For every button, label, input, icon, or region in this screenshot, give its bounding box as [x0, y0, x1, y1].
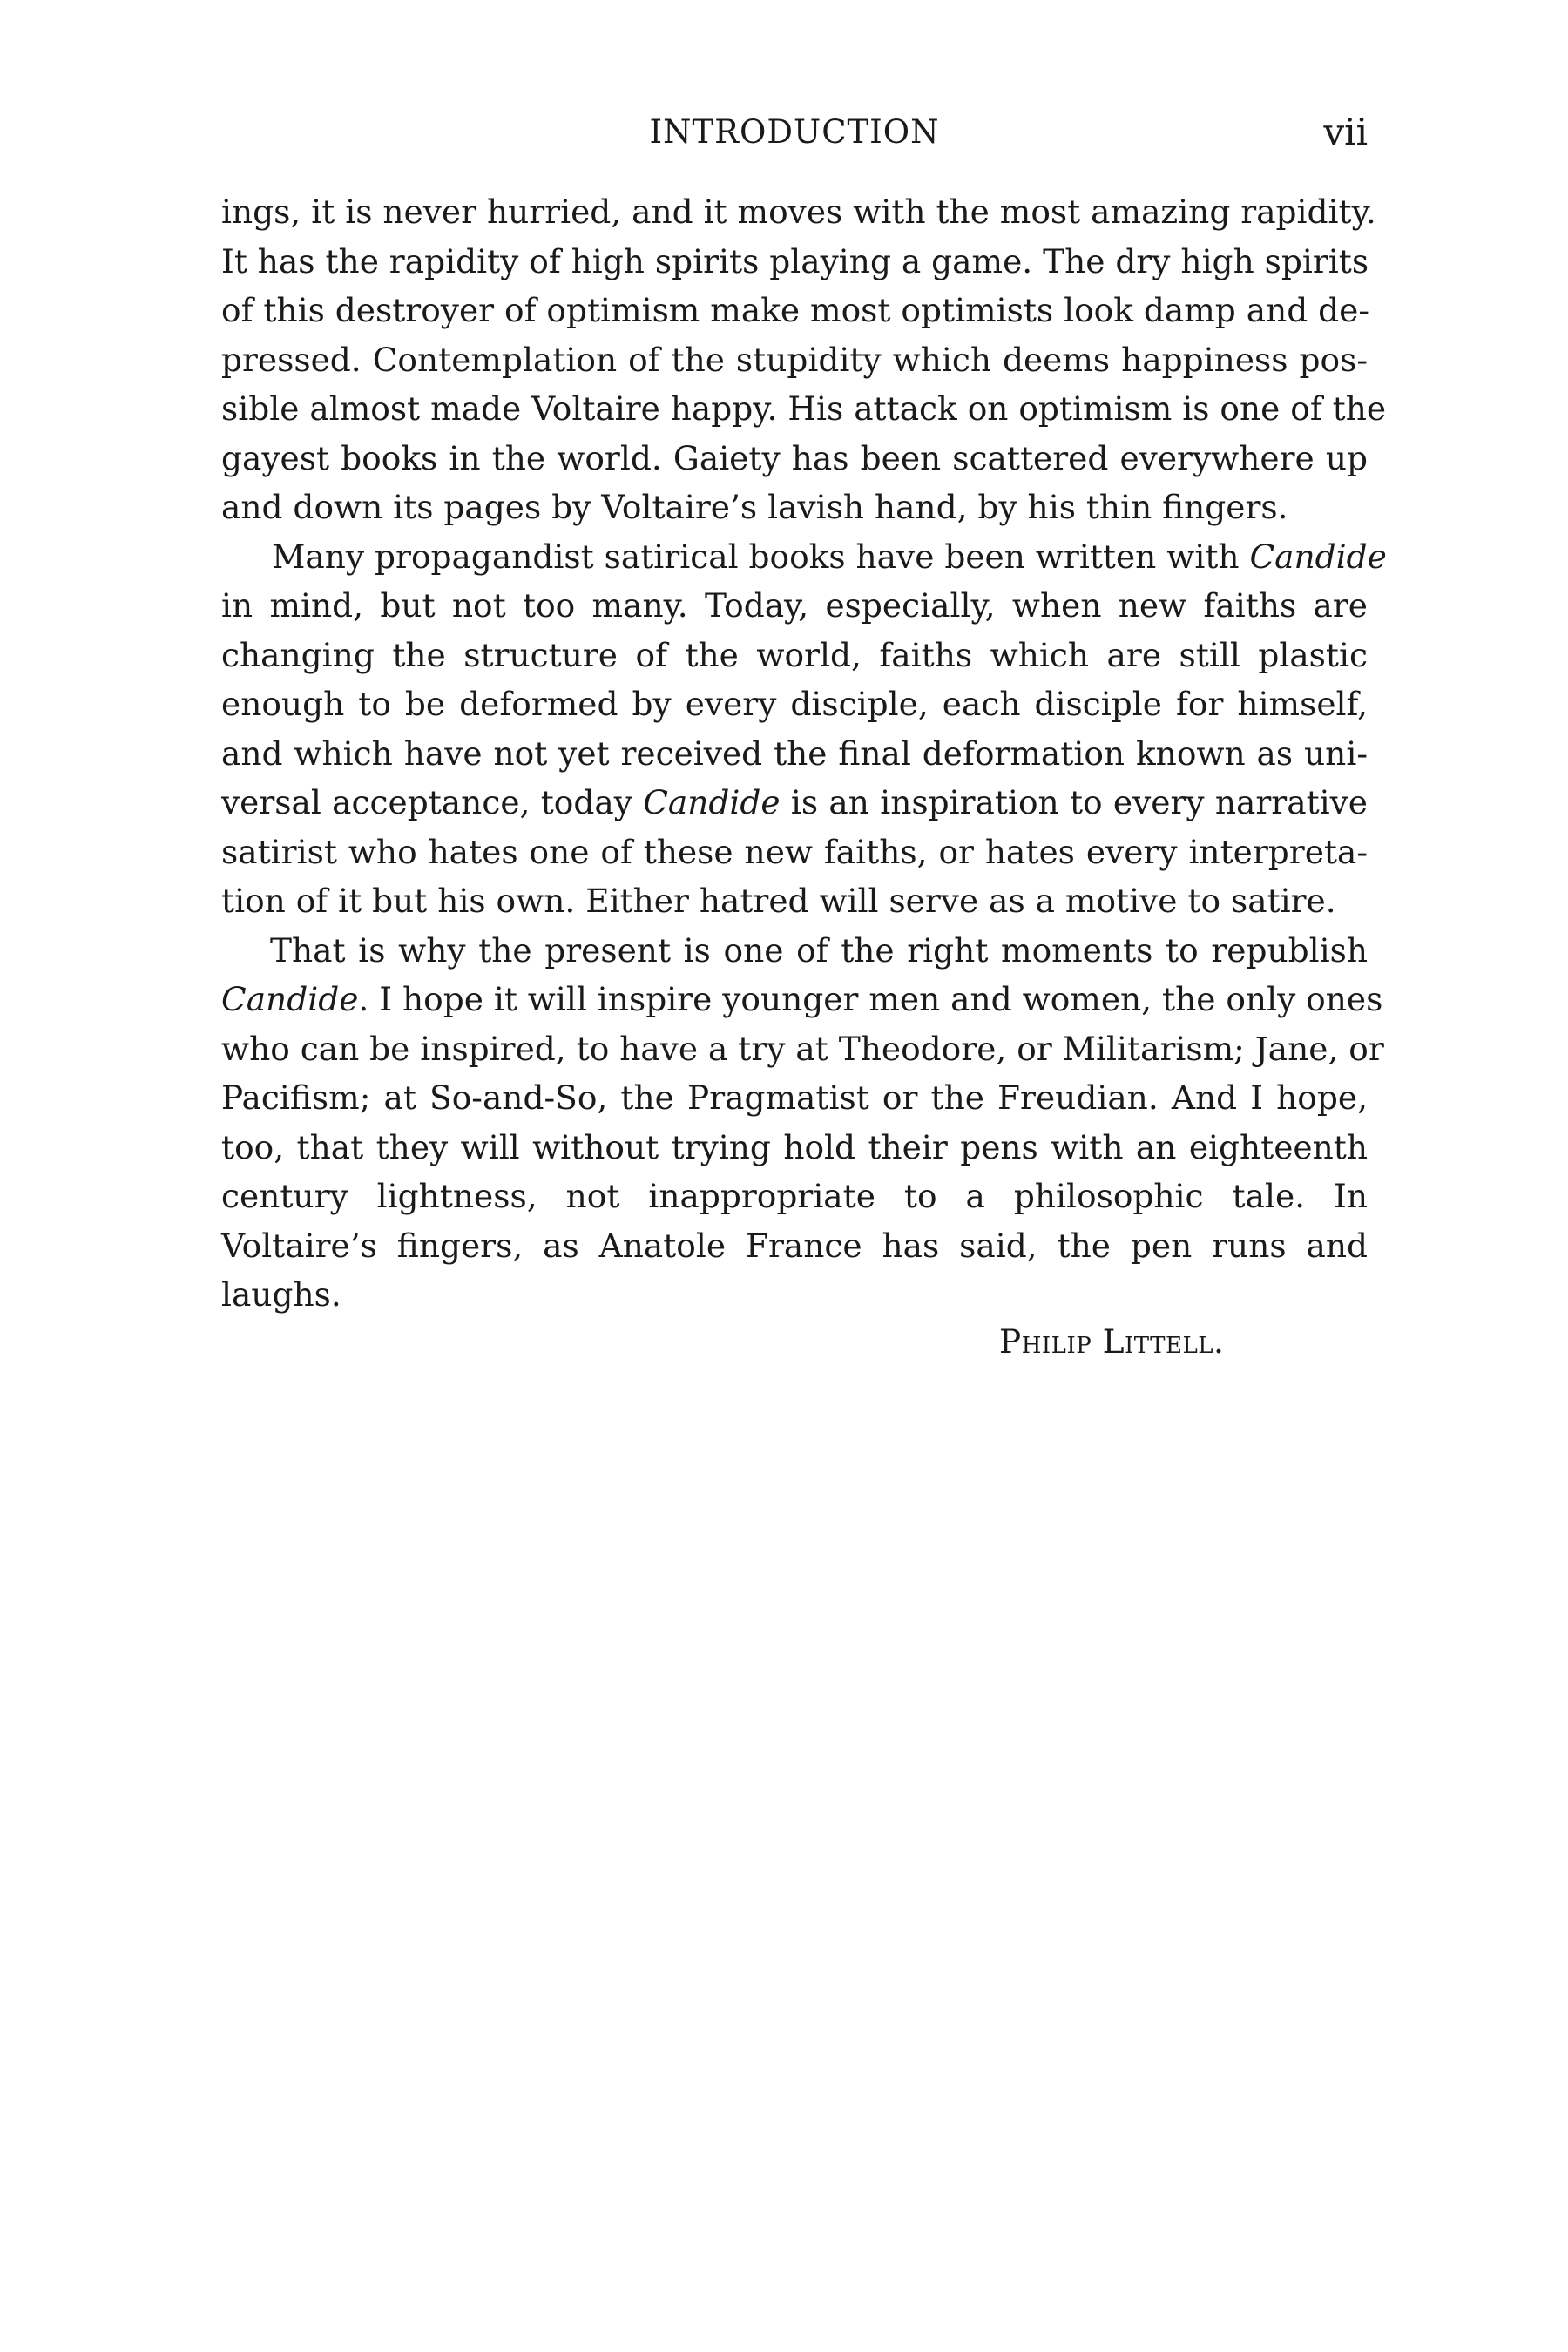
text-line: Voltaire’s fingers, as Anatole France has said, the pen runs and: [221, 1226, 1368, 1265]
text-line: satirist who hates one of these new faiths, or hates every interpreta-: [221, 832, 1368, 871]
text-line: laughs.: [221, 1275, 341, 1314]
text-line: of this destroyer of optimism make most optimists look damp and de-: [221, 291, 1370, 329]
text-run: is an inspiration to every narrative: [780, 783, 1369, 821]
text-line: It has the rapidity of high spirits playing a game. The dry high spirits: [221, 241, 1369, 280]
text-line: and which have not yet received the final deformation known as uni-: [221, 733, 1368, 773]
text-line: too, that they will without trying hold their pens with an eighteenth: [221, 1127, 1368, 1166]
text-run: . I hope it will inspire younger men and women, the only ones: [358, 980, 1383, 1018]
text-line: Pacifism; at So-and-So, the Pragmatist or the Freudian. And I hope,: [221, 1078, 1368, 1117]
body-text: [221, 187, 1387, 1320]
text-line: [221, 532, 1387, 582]
text-line: century lightness, not inappropriate to a philosophic tale. In: [221, 1177, 1368, 1215]
author-signature: Philip Littell.: [999, 1322, 1225, 1361]
text-run: Many propagandist satirical books have been written with: [272, 537, 1250, 576]
text-line: tion of it but his own. Either hatred will serve as a motive to satire.: [221, 882, 1336, 920]
running-title: INTRODUCTION: [649, 113, 940, 151]
running-head: [221, 106, 1368, 159]
text-line: [221, 975, 1383, 1024]
text-line: gayest books in the world. Gaiety has been scattered everywhere up: [221, 438, 1368, 477]
text-line: pressed. Contemplation of the stupidity which deems happiness pos-: [221, 340, 1368, 379]
book-title-italic: Candide: [1249, 537, 1387, 576]
page-number: vii: [1323, 111, 1368, 153]
text-line: sible almost made Voltaire happy. His attack on optimism is one of the: [221, 389, 1387, 428]
text-line: [221, 778, 1368, 828]
text-line: ings, it is never hurried, and it moves with the most amazing rapidity.: [221, 193, 1376, 231]
text-run: versal acceptance, today: [221, 783, 644, 821]
text-line: in mind, but not too many. Today, especially, when new faiths are: [221, 586, 1368, 625]
text-line: and down its pages by Voltaire’s lavish hand, by his thin fingers.: [221, 488, 1288, 526]
text-line: That is why the present is one of the right moments to republish: [270, 930, 1368, 970]
text-line: changing the structure of the world, faiths which are still plastic: [221, 635, 1368, 674]
text-line: who can be inspired, to have a try at Theodore, or Militarism; Jane, or: [221, 1029, 1384, 1068]
text-line: enough to be deformed by every disciple, each disciple for himself,: [221, 685, 1368, 723]
book-title-italic: Candide: [221, 980, 359, 1018]
book-title-italic: Candide: [643, 783, 781, 821]
